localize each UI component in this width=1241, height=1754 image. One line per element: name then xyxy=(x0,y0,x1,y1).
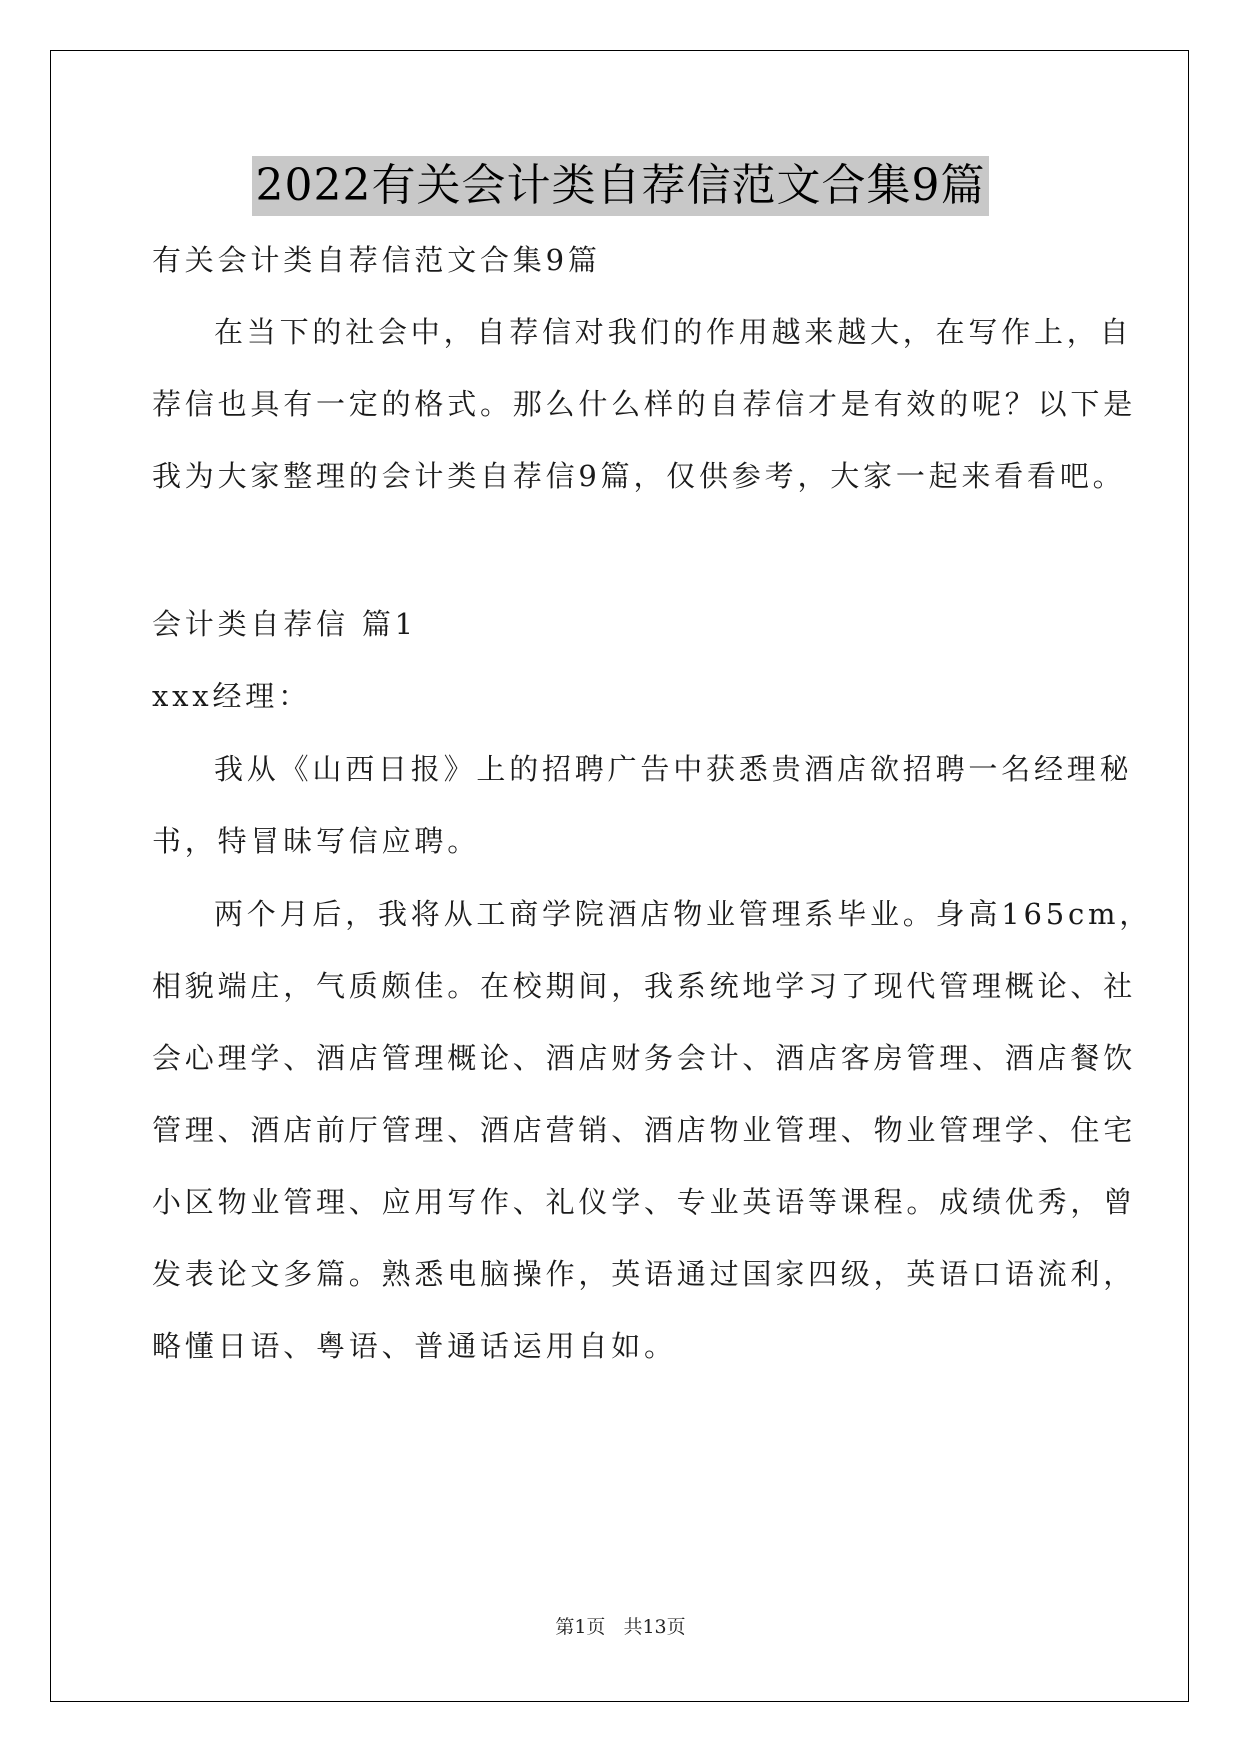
paragraph-2-line-7: 略懂日语、粤语、普通话运用自如。 xyxy=(152,1329,677,1363)
page-number: 第1页 xyxy=(555,1616,606,1638)
page-total: 共13页 xyxy=(623,1616,686,1638)
paragraph-2-line-5: 小区物业管理、应用写作、礼仪学、专业英语等课程。成绩优秀，曾 xyxy=(152,1185,1137,1219)
document-title: 2022有关会计类自荐信范文合集9篇 xyxy=(252,156,990,216)
paragraph-2-line-1: 两个月后，我将从工商学院酒店物业管理系毕业。身高165cm， xyxy=(214,897,1153,931)
subtitle-line: 有关会计类自荐信范文合集9篇 xyxy=(152,243,601,277)
paragraph-2-line-3: 会心理学、酒店管理概论、酒店财务会计、酒店客房管理、酒店餐饮 xyxy=(152,1041,1137,1075)
intro-line-3: 我为大家整理的会计类自荐信9篇，仅供参考，大家一起来看看吧。 xyxy=(152,459,1126,493)
paragraph-1-line-2: 书，特冒昧写信应聘。 xyxy=(152,824,481,858)
intro-line-2: 荐信也具有一定的格式。那么什么样的自荐信才是有效的呢？以下是 xyxy=(152,387,1137,421)
paragraph-2-line-2: 相貌端庄，气质颇佳。在校期间，我系统地学习了现代管理概论、社 xyxy=(152,969,1137,1003)
intro-line-1: 在当下的社会中，自荐信对我们的作用越来越大，在写作上，自 xyxy=(214,315,1133,349)
section-heading: 会计类自荐信 篇1 xyxy=(152,607,417,641)
page-footer xyxy=(0,1612,1241,1639)
page-border xyxy=(50,50,1189,1702)
salutation: xxx经理： xyxy=(152,679,311,713)
paragraph-2-line-4: 管理、酒店前厅管理、酒店营销、酒店物业管理、物业管理学、住宅 xyxy=(152,1113,1137,1147)
paragraph-2-line-6: 发表论文多篇。熟悉电脑操作，英语通过国家四级，英语口语流利， xyxy=(152,1257,1137,1291)
paragraph-1-line-1: 我从《山西日报》上的招聘广告中获悉贵酒店欲招聘一名经理秘 xyxy=(214,752,1133,786)
